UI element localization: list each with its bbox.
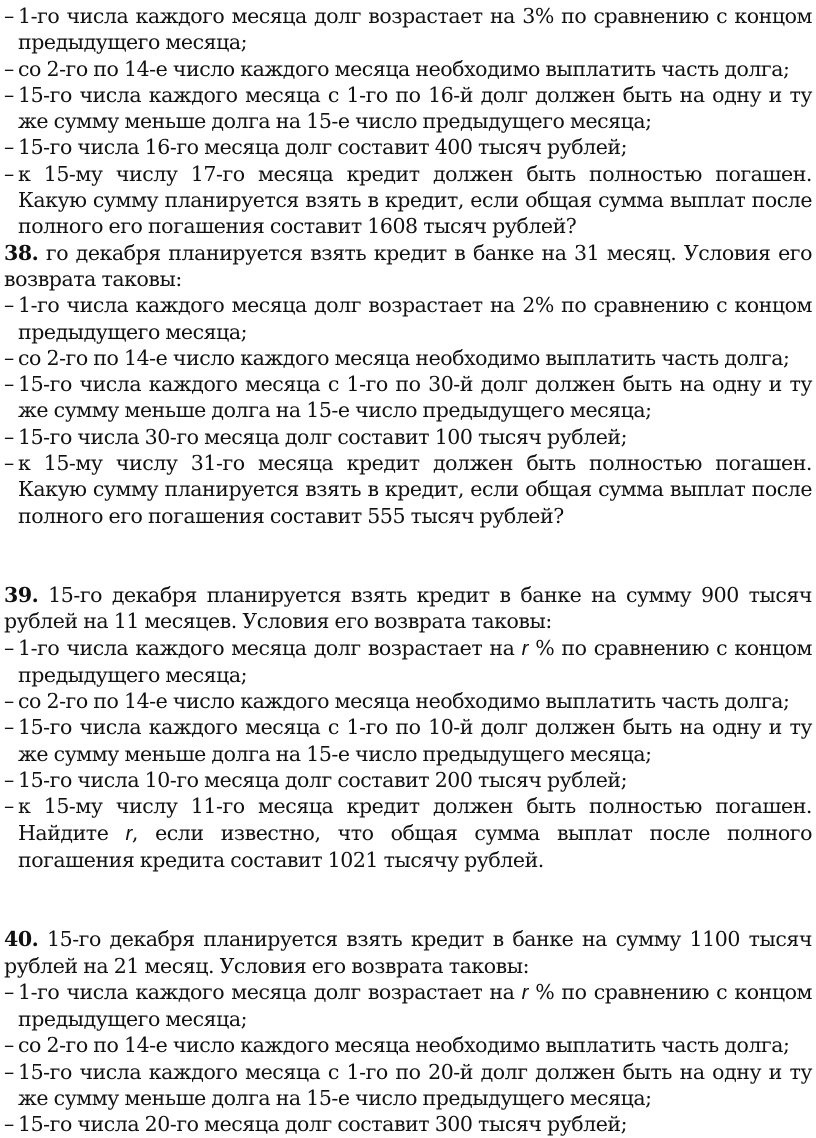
- item-text: со 2-го по 14-е число каждого месяца необходимо выплатить часть долга;: [18, 1033, 790, 1058]
- dash-marker: –: [4, 689, 14, 714]
- item-text: со 2-го по 14-е число каждого месяца необходимо выплатить часть долга;: [18, 345, 790, 370]
- list-item: [4, 292, 812, 345]
- dash-marker: –: [4, 345, 14, 370]
- spacer: [4, 529, 812, 582]
- problem-number: 40.: [4, 927, 39, 952]
- dash-marker: –: [4, 82, 14, 107]
- dash-marker: –: [4, 1112, 14, 1137]
- list-item: [4, 82, 812, 135]
- intro-text: 15-го декабря планируется взять кредит в банке на сумму 1100 тысяч рублей на 21 месяц. Условия его возврата таковы:: [4, 927, 812, 978]
- dash-marker: –: [4, 424, 14, 449]
- list-item: [4, 3, 812, 56]
- list-item: [4, 56, 812, 82]
- problem-number: 38.: [4, 240, 39, 265]
- item-text: со 2-го по 14-е число каждого месяца необходимо выплатить часть долга;: [18, 689, 790, 714]
- dash-marker: –: [4, 635, 14, 660]
- list-item: [4, 635, 812, 689]
- problem-39: [4, 582, 812, 873]
- variable-r: r: [521, 980, 528, 1004]
- item-text: со 2-го по 14-е число каждого месяца необходимо выплатить часть долга;: [18, 56, 790, 81]
- problem-38: [4, 240, 812, 529]
- list-item: [4, 1059, 812, 1112]
- problem-40: [4, 926, 812, 1137]
- list-item: [4, 424, 812, 450]
- list-item: [4, 450, 812, 529]
- item-text: 1-го числа каждого месяца долг возрастает на 3% по сравнению с концом предыдущего месяца;: [18, 4, 812, 55]
- intro-text: 15-го декабря планируется взять кредит в банке на сумму 900 тысяч рублей на 11 месяцев. Условия его возврата таковы:: [4, 582, 812, 634]
- list-item: [4, 1111, 812, 1137]
- dash-marker: –: [4, 768, 14, 793]
- dash-marker: –: [4, 56, 14, 81]
- dash-marker: –: [4, 451, 14, 476]
- dash-marker: –: [4, 715, 14, 740]
- problem-intro: [4, 926, 812, 979]
- list-item: [4, 371, 812, 424]
- list-item: [4, 714, 812, 767]
- item-text: 1-го числа каждого месяца долг возрастает на 2% по сравнению с концом предыдущего месяца;: [18, 293, 812, 344]
- item-text: 15-го числа каждого месяца с 1-го по 16-й долг должен быть на одну и ту же сумму меньше долга на 15-е число предыдущего месяца;: [18, 82, 812, 134]
- item-text: к 15-му числу 31-го месяца кредит должен быть полностью погашен. Какую сумму планируется взять в кредит, если общая сумма выплат после полного его погашения составит 555 тысяч рублей?: [18, 451, 812, 528]
- spacer: [4, 873, 812, 926]
- list-item: [4, 979, 812, 1033]
- list-item: [4, 688, 812, 714]
- list-item: [4, 134, 812, 160]
- item-text-start: 1-го числа каждого месяца долг возрастает на: [18, 979, 522, 1004]
- dash-marker: –: [4, 293, 14, 318]
- item-text-start: 1-го числа каждого месяца долг возрастает на: [18, 635, 522, 660]
- list-item: [4, 1032, 812, 1058]
- list-item: [4, 793, 812, 873]
- dash-marker: –: [4, 135, 14, 160]
- item-text: 15-го числа 10-го месяца долг составит 200 тысяч рублей;: [18, 768, 628, 793]
- variable-r: r: [521, 636, 528, 660]
- item-text: 15-го числа каждого месяца с 1-го по 30-й долг должен быть на одну и ту же сумму меньше долга на 15-е число предыдущего месяца;: [18, 372, 812, 423]
- intro-text: го декабря планируется взять кредит в банке на 31 месяц. Условия его возврата таковы:: [4, 240, 812, 291]
- list-item: [4, 161, 812, 240]
- problem-number: 39.: [4, 582, 39, 607]
- item-text-end: % по сравнению с концом предыдущего месяца;: [18, 979, 812, 1032]
- problem-37-conditions: [4, 3, 812, 240]
- problem-intro: [4, 582, 812, 635]
- item-text: 15-го числа 16-го месяца долг составит 400 тысяч рублей;: [18, 135, 628, 160]
- item-text: 15-го числа 20-го месяца долг составит 300 тысяч рублей;: [18, 1112, 628, 1137]
- list-item: [4, 767, 812, 793]
- dash-marker: –: [4, 1059, 14, 1084]
- dash-marker: –: [4, 794, 14, 819]
- dash-marker: –: [4, 979, 14, 1004]
- dash-marker: –: [4, 161, 14, 186]
- dash-marker: –: [4, 372, 14, 397]
- item-text-end: % по сравнению с концом предыдущего месяца;: [18, 635, 812, 687]
- problem-intro: [4, 240, 812, 293]
- item-text: 15-го числа 30-го месяца долг составит 100 тысяч рублей;: [18, 424, 628, 449]
- item-text-start: к 15-му числу 11-го месяца кредит должен быть полностью погашен. Найдите: [18, 794, 812, 845]
- item-text: к 15-му числу 17-го месяца кредит должен быть полностью погашен. Какую сумму планируется взять в кредит, если общая сумма выплат после полного его погашения составит 1608 тысяч рублей?: [18, 161, 812, 239]
- dash-marker: –: [4, 4, 14, 28]
- item-text: 15-го числа каждого месяца с 1-го по 20-й долг должен быть на одну и ту же сумму меньше долга на 15-е число предыдущего месяца;: [18, 1059, 812, 1110]
- dash-marker: –: [4, 1033, 14, 1058]
- item-text-end: , если известно, что общая сумма выплат после полного погашения кредита составит 1021 тысячу рублей.: [18, 820, 812, 872]
- list-item: [4, 345, 812, 371]
- variable-r: r: [125, 821, 132, 845]
- item-text: 15-го числа каждого месяца с 1-го по 10-й долг должен быть на одну и ту же сумму меньше долга на 15-е число предыдущего месяца;: [18, 715, 812, 766]
